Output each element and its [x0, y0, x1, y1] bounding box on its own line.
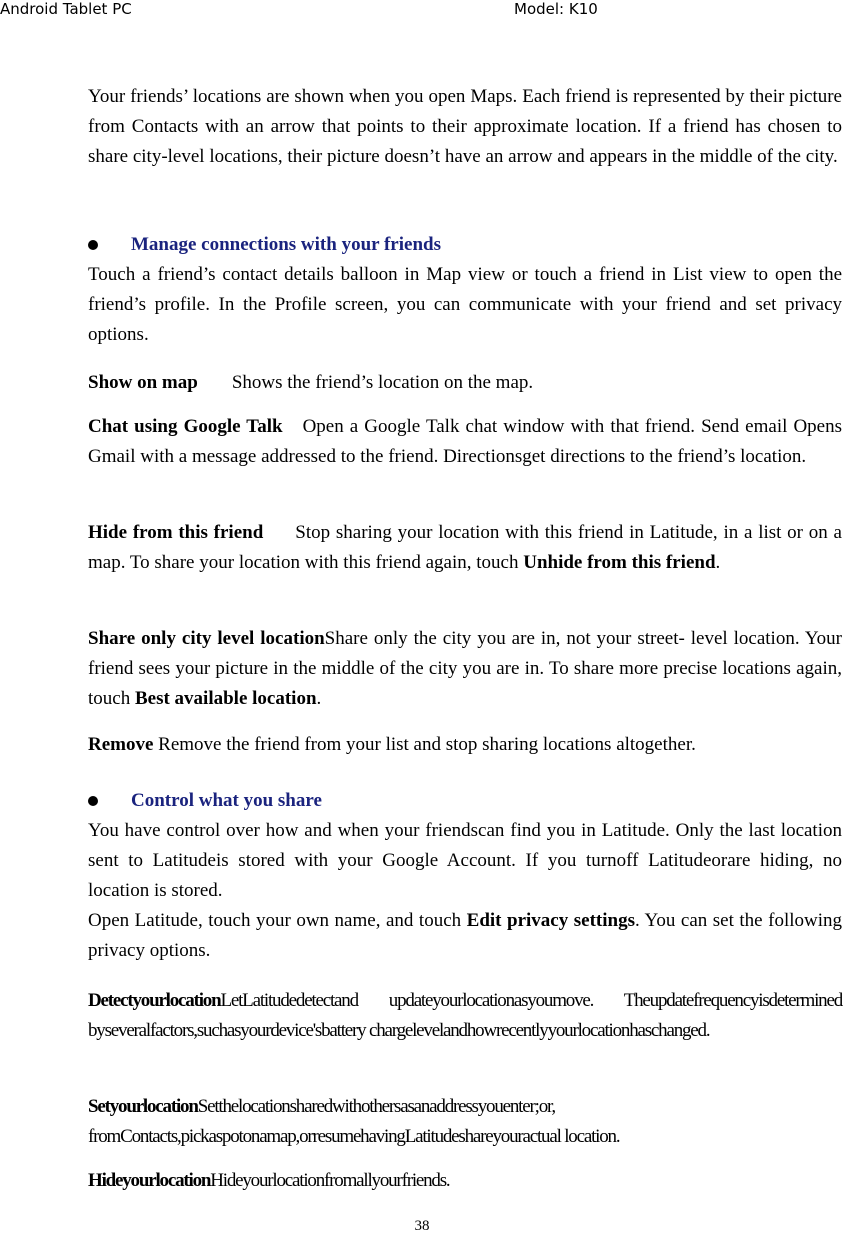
- option-show-on-map: [88, 368, 842, 398]
- option-desc: Share only the city you are in, not your street- level location. Your friend sees your picture in the middle of the city you are in. To share more precise locations again, touch: [88, 628, 842, 709]
- option-term: Chat using Google Talk: [88, 416, 283, 437]
- intro-text: Your friends’ locations are shown when you open Maps. Each friend is represented by their picture from Contacts with an arrow that points to their approximate location. If a friend has chosen to share city-level locations, their picture doesn’t have an arrow and appears in the middle of the city.: [88, 86, 842, 167]
- option-term: Hide from this friend: [88, 522, 264, 543]
- privacy-desc: LetLatitudedetectand updateyourlocationasyoumove. Theupdatefrequencyisdetermined byseveralfactors,suchasyourdevice'sbattery chargelevelandhowrecentlyyourlocationhaschanged.: [88, 990, 842, 1041]
- option-term: Show on map: [88, 372, 198, 393]
- privacy-term: Hideyourlocation: [88, 1170, 211, 1191]
- option-end: .: [715, 552, 721, 573]
- privacy-set-location: [88, 1092, 842, 1152]
- option-desc: Stop sharing your location with this friend in Latitude, in a list or on a map. To share your location with this friend again, touch: [88, 522, 842, 573]
- option-chat-google-talk: [88, 412, 842, 472]
- intro-paragraph: [88, 82, 842, 172]
- option-hide-from-friend: [88, 518, 842, 578]
- control-sharing-body: You have control over how and when your friendscan find you in Latitude. Only the last location sent to Latitudeis stored with your Google Account. If you turnoff Latitudeorare hiding, no location is stored.: [88, 820, 842, 901]
- option-bold-action: Best available location: [134, 688, 317, 709]
- section-manage-connections: [88, 230, 842, 350]
- option-bold-action: Unhide from this friend: [523, 552, 716, 573]
- section-heading: [88, 786, 842, 816]
- section-control-sharing: [88, 786, 842, 966]
- edit-privacy-settings-label: Edit privacy settings: [466, 910, 635, 931]
- bullet-icon: [88, 796, 98, 806]
- option-city-level: [88, 624, 842, 714]
- option-remove: [88, 730, 842, 760]
- page-number: 38: [414, 1218, 430, 1234]
- privacy-desc: Setthelocationsharedwithothersasanaddressyouenter;or, fromContacts,pickaspotonamap,orresumehavingLatitudeshareyouractual location.: [88, 1096, 620, 1147]
- option-desc: Remove the friend from your list and stop sharing locations altogether.: [153, 734, 696, 755]
- option-desc: Shows the friend’s location on the map.: [231, 372, 534, 393]
- header-product-name: Android Tablet PC: [0, 0, 132, 18]
- privacy-desc: Hideyourlocationfromallyourfriends.: [210, 1170, 450, 1191]
- manage-connections-heading: Manage connections with your friends: [131, 234, 441, 255]
- option-term: Share only city level location: [88, 628, 325, 649]
- option-end: .: [316, 688, 322, 709]
- open-latitude-text: Open Latitude, touch your own name, and touch Edit privacy settings. You can set the following privacy options.: [88, 910, 843, 961]
- manage-connections-body: Touch a friend’s contact details balloon in Map view or touch a friend in List view to open the friend’s profile. In the Profile screen, you can communicate with your friend and set privacy options.: [88, 264, 842, 345]
- privacy-term: Setyourlocation: [88, 1096, 198, 1117]
- control-sharing-heading: Control what you share: [131, 790, 322, 811]
- privacy-hide-location: [88, 1166, 842, 1196]
- header-model: Model: K10: [514, 0, 598, 18]
- bullet-icon: [88, 240, 98, 250]
- option-desc: Open a Google Talk chat window with that friend. Send email Opens Gmail with a message addressed to the friend. Directionsget directions to the friend’s location.: [88, 416, 843, 467]
- option-term: Remove: [88, 734, 154, 755]
- privacy-term: Detectyourlocation: [88, 990, 221, 1011]
- privacy-detect-location: [88, 986, 842, 1046]
- section-heading: [88, 230, 842, 260]
